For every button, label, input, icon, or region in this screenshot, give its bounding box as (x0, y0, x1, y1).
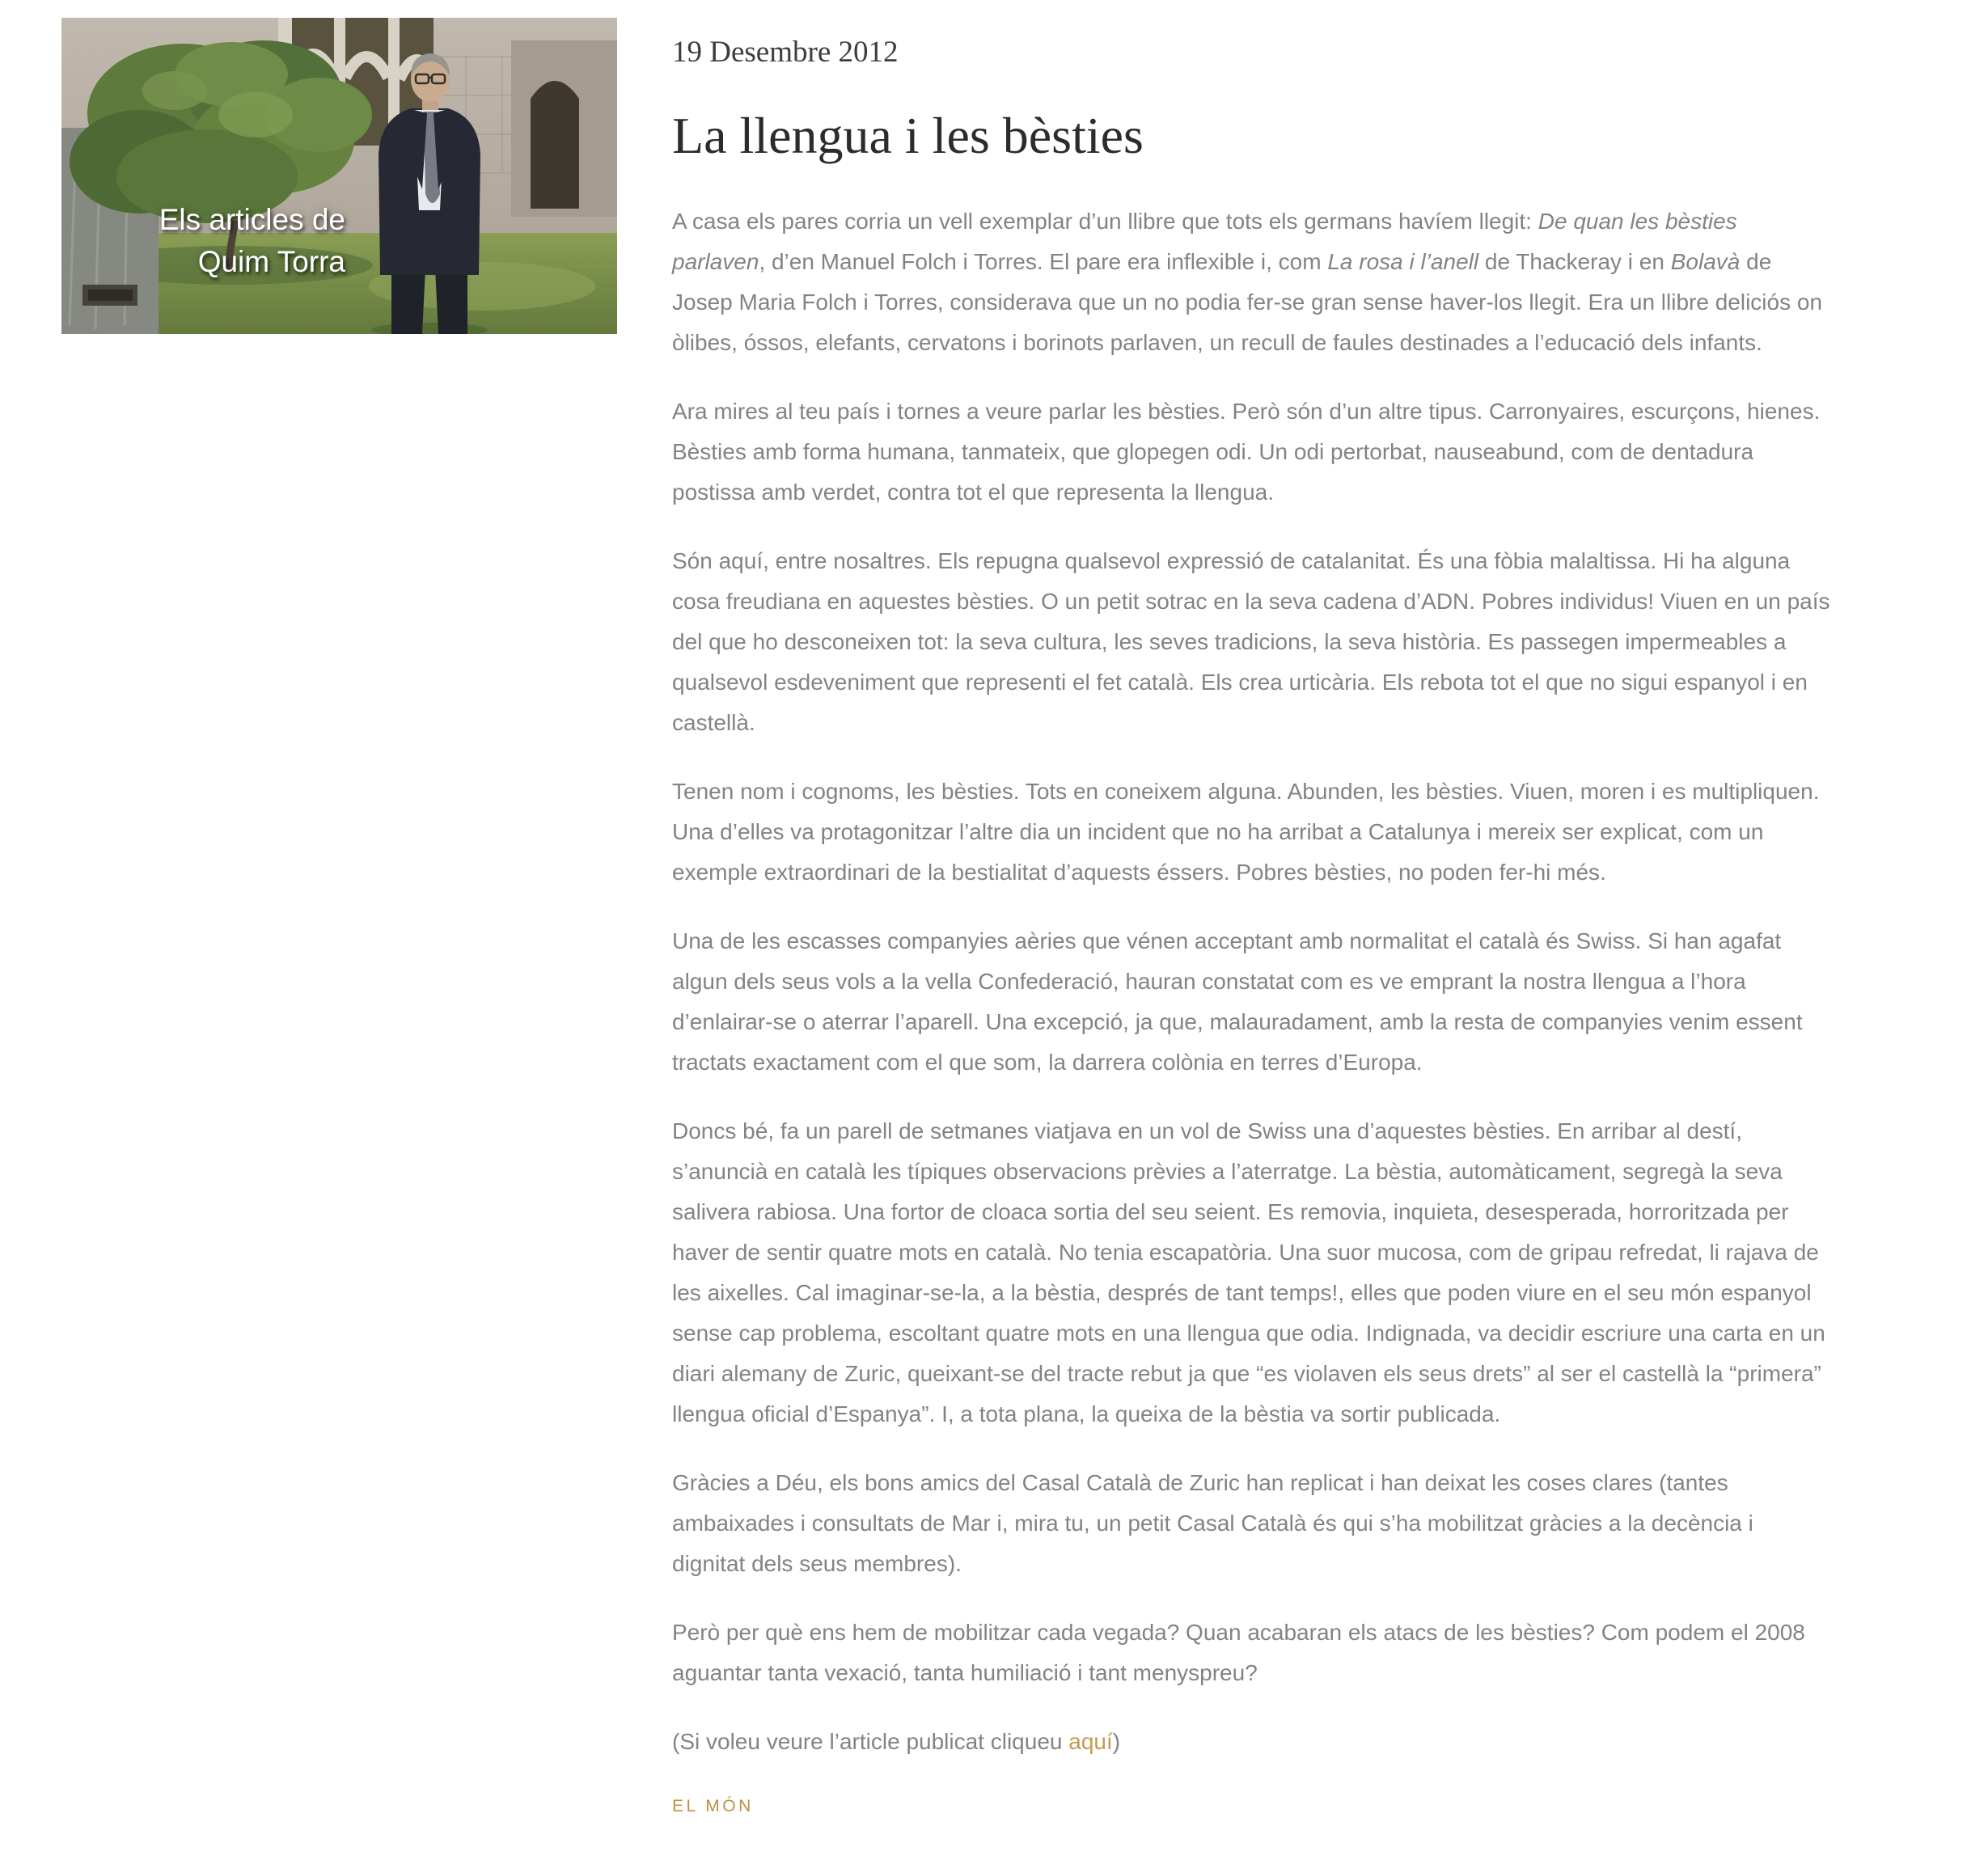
article-paragraph: Però per què ens hem de mobilitzar cada vegada? Quan acabaran els atacs de les bèsties? Com podem el 2008 aguantar tanta vexació, tanta humiliació i tant menyspreu? (672, 1620, 1805, 1685)
article-paragraph: Doncs bé, fa un parell de setmanes viatjava en un vol de Swiss una d’aquestes bèsties. En arribar al destí, s’anuncià en català les típiques observacions prèvies a l’aterratge. La bèstia, automàticament, segregà la seva salivera rabiosa. Una fortor de cloaca sortia del seu seient. Es removia, inquieta, desesperada, horroritzada per haver de sentir quatre mots en català. No tenia escapatòria. Una suor mucosa, com de gripau refredat, li rajava de les aixelles. Cal imaginar-se-la, a la bèstia, després de tant temps!, elles que poden viure en el seu món espanyol sense cap problema, escoltant quatre mots en una llengua que odia. Indignada, va decidir escriure una carta en un diari alemany de Zuric, queixant-se del tracte rebut ja que “es violaven els seus drets” al ser el castellà la “primera” llengua oficial d’Espanya”. I, a tota plana, la queixa de la bèstia va sortir publicada. (672, 1118, 1825, 1426)
article-link-aqui[interactable]: aquí (1068, 1729, 1113, 1754)
courtyard-photo-illustration (61, 18, 617, 334)
hero-caption-line1: Els articles de (159, 203, 345, 236)
article-paragraph: A casa els pares corria un vell exemplar d’un llibre que tots els germans havíem llegit: De quan les bèsties parlaven, d’en Manuel Folch i Torres. El pare era inflexible i, com La rosa i l’anell de Thackeray i en Bolavà de Josep Maria Folch i Torres, considerava que un no podia fer-se gran sense haver-los llegit. Era un llibre deliciós on òlibes, óssos, elefants, cervatons i borinots parlaven, un recull de faules destinades a l’educació dels infants. (672, 209, 1823, 355)
article-body (672, 201, 1832, 1693)
article-date: 19 Desembre 2012 (672, 36, 899, 69)
closing-prefix: (Si voleu veure l’article publicat cliqueu (672, 1729, 1069, 1754)
source-tag-el-mon[interactable]: EL MÓN (672, 1797, 754, 1815)
article-paragraph: Gràcies a Déu, els bons amics del Casal Català de Zuric han replicat i han deixat les coses clares (tantes ambaixades i consultats de Mar i, mira tu, un petit Casal Català és qui s’ha mobilitzat gràcies a la decència i dignitat dels seus membres). (672, 1470, 1753, 1576)
article-title: La llengua i les bèsties (672, 107, 1144, 164)
article (672, 36, 1832, 1816)
hero-image (61, 18, 617, 334)
closing-line (672, 1722, 1832, 1762)
hero-caption-line2: Quim Torra (197, 245, 345, 278)
article-paragraph: Tenen nom i cognoms, les bèsties. Tots en coneixem alguna. Abunden, les bèsties. Viuen, moren i es multipliquen. Una d’elles va protagonitzar l’altre dia un incident que no ha arribat a Catalunya i mereix ser explicat, com un exemple extraordinari de la bestialitat d’aquests éssers. Pobres bèsties, no poden fer-hi més. (672, 779, 1820, 885)
article-paragraph: Ara mires al teu país i tornes a veure parlar les bèsties. Però són d’un altre tipus. Carronyaires, escurçons, hienes. Bèsties amb forma humana, tanmateix, que glopegen odi. Un odi pertorbat, nauseabund, com de dentadura postissa amb verdet, contra tot el que representa la llengua. (672, 399, 1821, 505)
article-paragraph: Són aquí, entre nosaltres. Els repugna qualsevol expressió de catalanitat. És una fòbia malaltissa. Hi ha alguna cosa freudiana en aquestes bèsties. O un petit sotrac en la seva cadena d’ADN. Pobres individus! Viuen en un país del que ho desconeixen tot: la seva cultura, les seves tradicions, la seva història. Es passegen impermeables a qualsevol esdeveniment que representi el fet català. Els crea urticària. Els rebota tot el que no sigui espanyol i en castellà. (672, 548, 1830, 735)
closing-suffix: ) (1112, 1729, 1121, 1754)
article-paragraph: Una de les escasses companyies aèries que vénen acceptant amb normalitat el català és Swiss. Si han agafat algun dels seus vols a la vella Confederació, hauran constatat com es ve emprant la nostra llengua a l’hora d’enlairar-se o aterrar l’aparell. Una excepció, ja que, malauradament, amb la resta de companyies venim essent tractats exactament com el que som, la darrera colònia en terres d’Europa. (672, 928, 1803, 1075)
hero-caption (159, 199, 345, 283)
